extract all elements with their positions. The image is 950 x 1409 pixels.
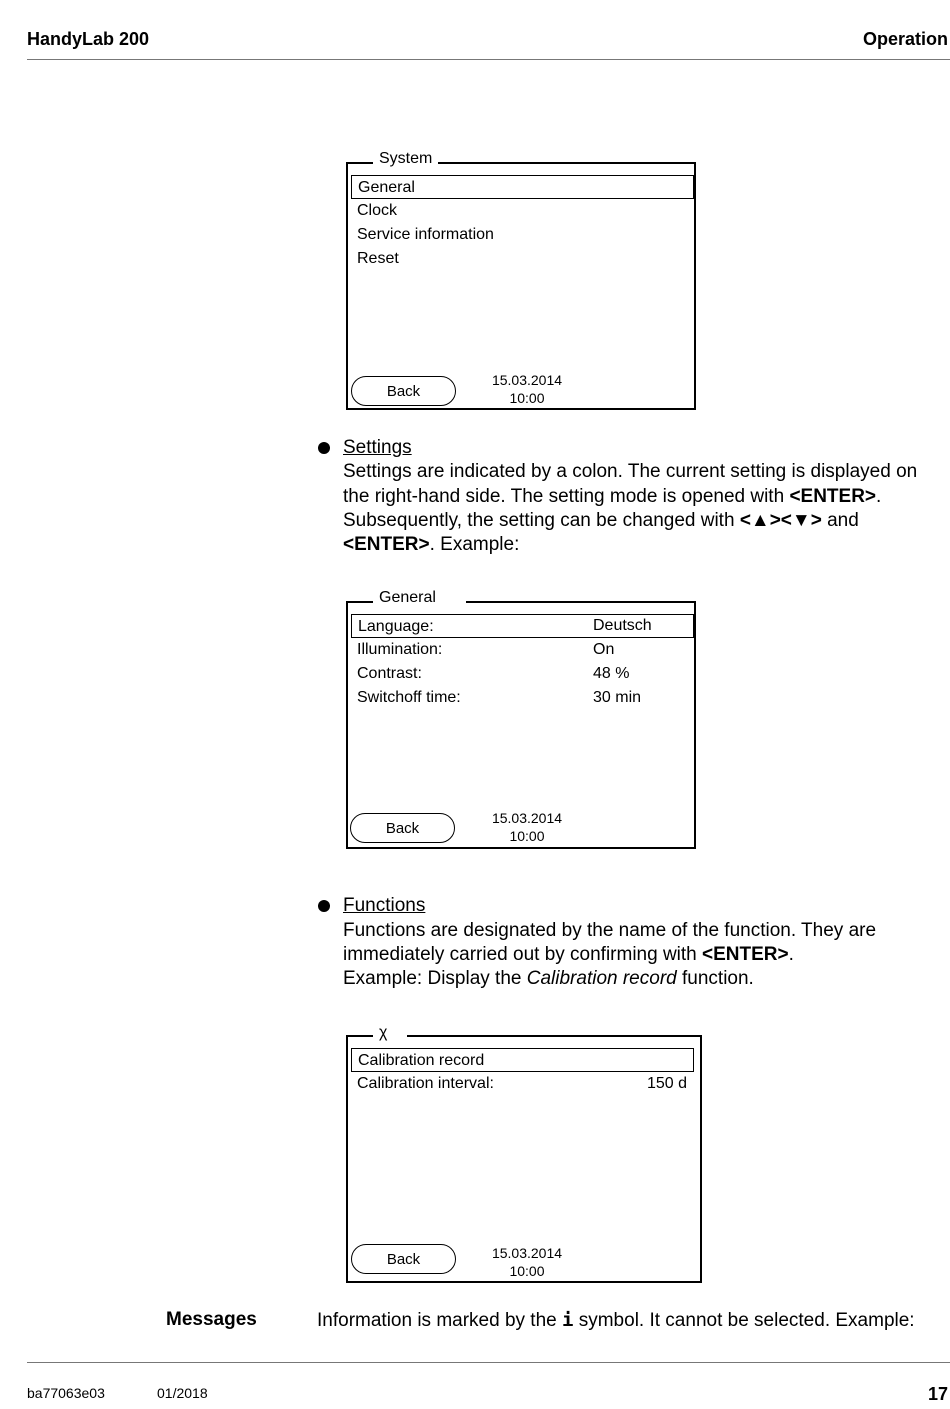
date-display: 15.03.2014	[491, 810, 563, 826]
time-display: 10:00	[509, 1263, 545, 1279]
setting-value-language: Deutsch	[593, 617, 652, 634]
time-display: 10:00	[509, 390, 545, 406]
header-product: HandyLab 200	[27, 29, 150, 49]
footer-date: 01/2018	[157, 1385, 208, 1401]
system-screen	[346, 150, 696, 410]
setting-value-contrast: 48 %	[593, 665, 630, 682]
setting-value-switchoff-time: 30 min	[593, 689, 642, 706]
header-section: Operation	[862, 29, 948, 49]
menu-item-service-information[interactable]: Service information	[357, 226, 494, 243]
footer-doc-number: ba77063e03	[27, 1385, 105, 1401]
settings-line-2: the right-hand side. The setting mode is opened with <ENTER>.	[343, 486, 882, 507]
setting-row-contrast[interactable]: Contrast:	[357, 665, 422, 682]
date-display: 15.03.2014	[491, 1245, 563, 1261]
setting-row-switchoff-time[interactable]: Switchoff time:	[357, 689, 461, 706]
menu-item-clock[interactable]: Clock	[357, 202, 398, 219]
settings-line-1: Settings are indicated by a colon. The current setting is displayed on	[343, 461, 918, 482]
setting-value-illumination: On	[593, 641, 615, 658]
back-button[interactable]: Back	[351, 1244, 456, 1274]
screen-title: General	[373, 589, 466, 607]
footer-rule	[27, 1362, 950, 1363]
bullet-dot	[318, 442, 330, 454]
conductivity-screen	[346, 1024, 702, 1283]
menu-item-general[interactable]: General	[351, 175, 694, 199]
date-display: 15.03.2014	[491, 372, 563, 388]
screen-title: χ	[373, 1024, 407, 1042]
info-icon: i	[562, 1309, 574, 1331]
setting-row-illumination[interactable]: Illumination:	[357, 641, 443, 658]
setting-row-calibration-interval[interactable]: Calibration interval:	[357, 1075, 494, 1092]
functions-line-2: immediately carried out by confirming with <ENTER>.	[343, 944, 794, 965]
messages-text: Information is marked by the i symbol. It cannot be selected. Example:	[317, 1309, 915, 1331]
settings-heading: Settings	[343, 437, 412, 458]
function-item-calibration-record[interactable]: Calibration record	[351, 1048, 694, 1072]
back-button[interactable]: Back	[350, 813, 455, 843]
menu-item-reset[interactable]: Reset	[357, 250, 399, 267]
functions-line-1: Functions are designated by the name of the function. They are	[343, 920, 877, 941]
settings-line-4: <ENTER>. Example:	[343, 534, 520, 555]
screen-title: System	[373, 150, 438, 168]
time-display: 10:00	[509, 828, 545, 844]
header-rule	[27, 59, 950, 60]
messages-label: Messages	[166, 1309, 257, 1330]
setting-row-language[interactable]: Language:	[351, 614, 694, 638]
functions-line-3: Example: Display the Calibration record function.	[343, 968, 754, 989]
back-button[interactable]: Back	[351, 376, 456, 406]
functions-heading: Functions	[343, 895, 426, 916]
bullet-dot	[318, 900, 330, 912]
settings-line-3: Subsequently, the setting can be changed with <▲><▼> and	[343, 510, 859, 531]
setting-value-calibration-interval: 150 d	[646, 1075, 687, 1092]
page-number: 17	[927, 1384, 948, 1404]
general-screen	[346, 589, 696, 849]
